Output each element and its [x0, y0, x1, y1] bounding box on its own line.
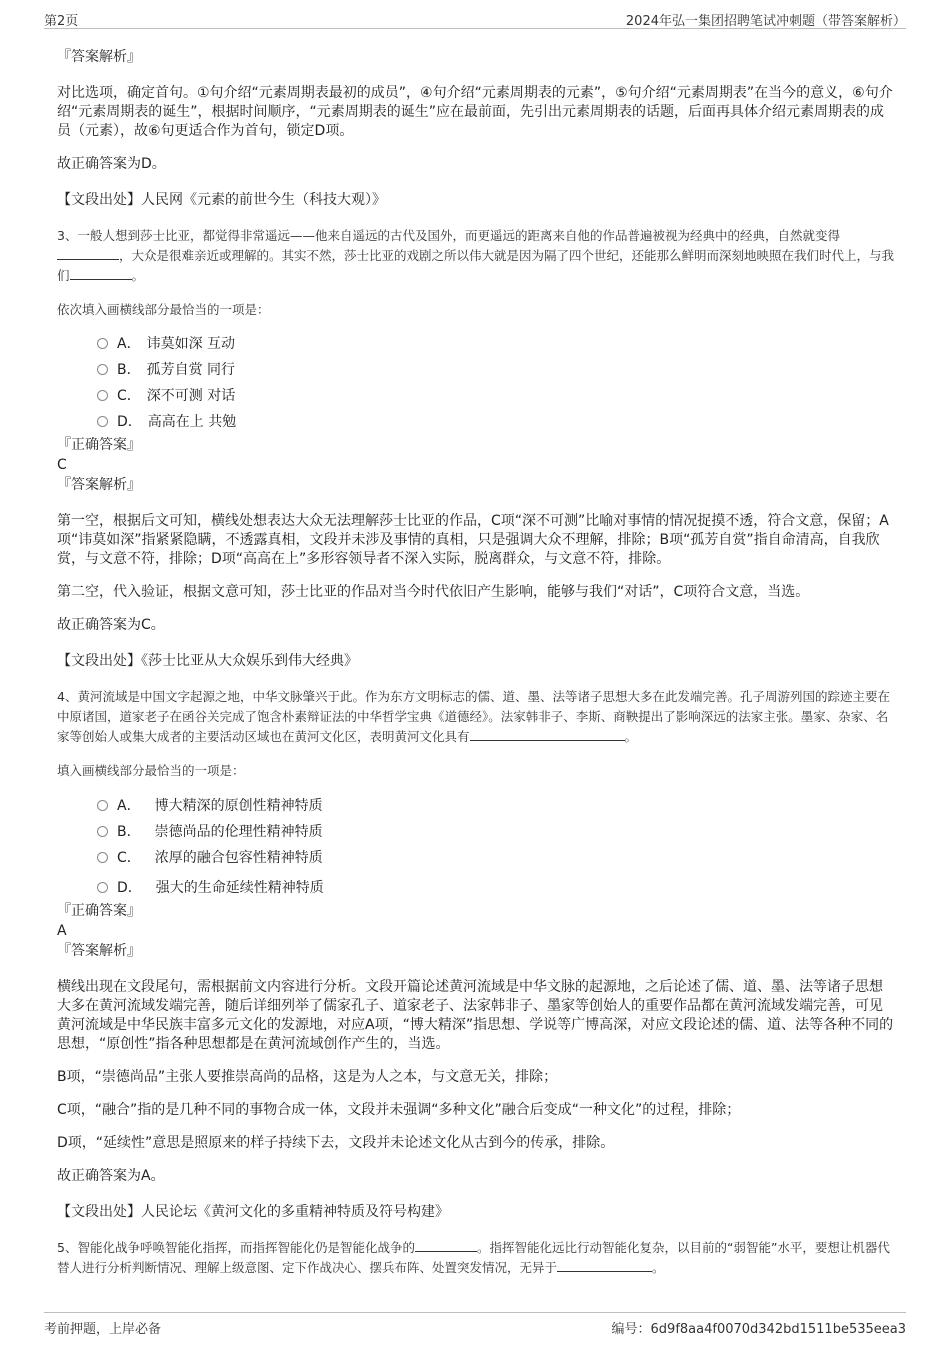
q4-option-c[interactable]: C． 浓厚的融合包容性精神特质 [97, 847, 895, 877]
radio-icon[interactable] [97, 390, 108, 401]
q3-blank-2 [70, 266, 132, 280]
footer-slogan: 考前押题，上岸必备 [44, 1322, 162, 1337]
q5-stem-part-c: 。 [652, 1260, 665, 1275]
q4-stem: 4、黄河流域是中国文字起源之地，中华文脉肇兴于此。作为东方文明标志的儒、道、墨、法等诸子思想大多在此发端完善。孔子周游列国的踪迹主要在中原诸国，道家老子在函谷关完成了饱含朴素辩证法的中华哲学宝典《道德经》。法家韩非子、李斯、商鞅提出了影响深远的法家主张。墨家、杂家、名家等创始人或集大成者的主要活动区域也在黄河文化区，表明黄河文化具有 。 [57, 689, 890, 744]
radio-icon[interactable] [97, 416, 108, 427]
q4-option-a[interactable]: A． 博大精深的原创性精神特质 [97, 795, 895, 821]
q3-option-c[interactable]: C． 深不可测 对话 [97, 385, 895, 411]
document-body [57, 40, 895, 1278]
q5-stem-part-b: 。指挥智能化远比行动智能化复杂，以目前的“弱智能”水平，要想让机器代替人进行分析判断情况、理解上级意图、定下作战决心、摆兵布阵、处置突发情况，无异于 [57, 1240, 890, 1275]
q4-analysis-1: 横线出现在文段尾句，需根据前文内容进行分析。文段开篇论述黄河流域是中华文脉的起源地，之后论述了儒、道、墨、法等诸子思想大多在黄河流域发端完善，随后详细列举了儒家孔子、道家老子、法家韩非子、墨家等创始人的重要作品都在黄河流域发端完善，可见黄河流域是中华民族丰富多元文化的发源地，对应A项，“博大精深”指思想、学说等广博高深，对应文段论述的儒、道、法等各种不同的思想，“原创性”指各种思想都是在黄河流域创作产生的，当选。 [57, 979, 894, 1052]
q2-analysis: 对比选项，确定首句。①句介绍“元素周期表最初的成员”，④句介绍“元素周期表的元素”，⑤句介绍“元素周期表”在当今的意义，⑥句介绍“元素周期表的诞生”，根据时间顺序，“元素周期表的诞生”应在最前面，先引出元素周期表的话题，后面再具体介绍元素周期表的成员（元素），故⑥句更适合作为首句，锁定D项。 [57, 85, 893, 139]
q3-analysis-2: 第二空，代入验证，根据文意可知，莎士比亚的作品对当今时代依旧产生影响，能够与我们“对话”，C项符合文意，当选。 [57, 584, 810, 600]
q4-option-b[interactable]: B． 崇德尚品的伦理性精神特质 [97, 821, 895, 847]
q3-stem-part-c: 。 [131, 268, 145, 283]
q5-stem-part-a: 5、智能化战争呼唤智能化指挥，而指挥智能化仍是智能化战争的 [57, 1240, 415, 1255]
correct-answer-label: 『正确答案』 [57, 437, 141, 453]
q3-stem-part-a: 3、一般人想到莎士比亚，都觉得非常遥远——他来自遥远的古代及国外，而更遥远的距离来自他的作品普遍被视为经典中的经典，自然就变得 [57, 228, 840, 243]
radio-icon[interactable] [97, 852, 108, 863]
q4-option-d[interactable]: D． 强大的生命延续性精神特质 [97, 877, 895, 903]
q4-conclusion: 故正确答案为A。 [57, 1168, 165, 1184]
q3-option-d[interactable]: D． 高高在上 共勉 [97, 411, 895, 437]
q5-blank-1 [415, 1238, 477, 1252]
q4-options [57, 795, 895, 903]
q4-stem-text: 4、黄河流域是中国文字起源之地，中华文脉肇兴于此。作为东方文明标志的儒、道、墨、法等诸子思想大多在此发端完善。孔子周游列国的踪迹主要在中原诸国，道家老子在函谷关完成了饱含朴素辩证法的中华哲学宝典《道德经》。法家韩非子、李斯、商鞅提出了影响深远的法家主张。墨家、杂家、名家等创始人或集大成者的主要活动区域也在黄河文化区，表明黄河文化具有 [57, 689, 890, 744]
page-header [44, 8, 906, 29]
q2-source: 【文段出处】人民网《元素的前世今生（科技大观）》 [57, 192, 386, 208]
q3-option-a[interactable]: A． 讳莫如深 互动 [97, 333, 895, 359]
q3-stem-part-b: ，大众是很难亲近或理解的。其实不然，莎士比亚的戏剧之所以伟大就是因为隔了四个世纪，还能那么鲜明而深刻地映照在我们时代上，与我们 [57, 248, 895, 283]
q2-conclusion: 故正确答案为D。 [57, 156, 166, 172]
q4-source: 【文段出处】人民论坛《黄河文化的多重精神特质及符号构建》 [57, 1204, 449, 1220]
q3-conclusion: 故正确答案为C。 [57, 617, 165, 633]
answer-analysis-label: 『答案解析』 [57, 943, 141, 959]
answer-analysis-label: 『答案解析』 [57, 477, 141, 493]
q3-prompt: 依次填入画横线部分最恰当的一项是： [57, 302, 270, 317]
q4-blank [470, 727, 625, 741]
radio-icon[interactable] [97, 364, 108, 375]
q3-stem [57, 226, 895, 286]
answer-analysis-label: 『答案解析』 [57, 49, 141, 65]
q3-option-b[interactable]: B． 孤芳自赏 同行 [97, 359, 895, 385]
q4-analysis-2: B项，“崇德尚品”主张人要推崇高尚的品格，这是为人之本，与文意无关，排除； [57, 1069, 558, 1085]
q4-analysis-4: D项，“延续性”意思是照原来的样子持续下去，文段并未论述文化从古到今的传承，排除。 [57, 1135, 615, 1151]
document-id: 编号：6d9f8aa4f0070d342bd1511be535eea3 [611, 1322, 906, 1337]
q3-source: 【文段出处】《莎士比亚从大众娱乐到伟大经典》 [57, 653, 358, 669]
q4-prompt: 填入画横线部分最恰当的一项是： [57, 763, 245, 778]
q4-answer: A [57, 923, 67, 939]
q4-analysis-3: C项，“融合”指的是几种不同的事物合成一体，文段并未强调“多种文化”融合后变成“一种文化”的过程，排除； [57, 1102, 741, 1118]
page-number: 第2页 [44, 14, 79, 29]
q3-blank-1 [57, 246, 119, 260]
radio-icon[interactable] [97, 882, 108, 893]
page-footer [44, 1312, 906, 1335]
q5-blank-2 [557, 1258, 652, 1272]
radio-icon[interactable] [97, 826, 108, 837]
q3-answer: C [57, 457, 67, 473]
radio-icon[interactable] [97, 800, 108, 811]
correct-answer-label: 『正确答案』 [57, 903, 141, 919]
q3-options [57, 333, 895, 437]
q3-analysis-1: 第一空，根据后文可知，横线处想表达大众无法理解莎士比亚的作品，C项“深不可测”比喻对事情的情况捉摸不透，符合文意，保留；A项“讳莫如深”指紧紧隐瞒，不透露真相，文段并未涉及事情的真相，只是强调大众不理解，排除；B项“孤芳自赏”指自命清高，自我欣赏，与文意不符，排除；D项“高高在上”多形容领导者不深入实际，脱离群众，与文意不符，排除。 [57, 513, 889, 567]
q5-stem [57, 1238, 895, 1278]
document-title: 2024年弘一集团招聘笔试冲刺题（带答案解析） [625, 14, 906, 29]
radio-icon[interactable] [97, 338, 108, 349]
